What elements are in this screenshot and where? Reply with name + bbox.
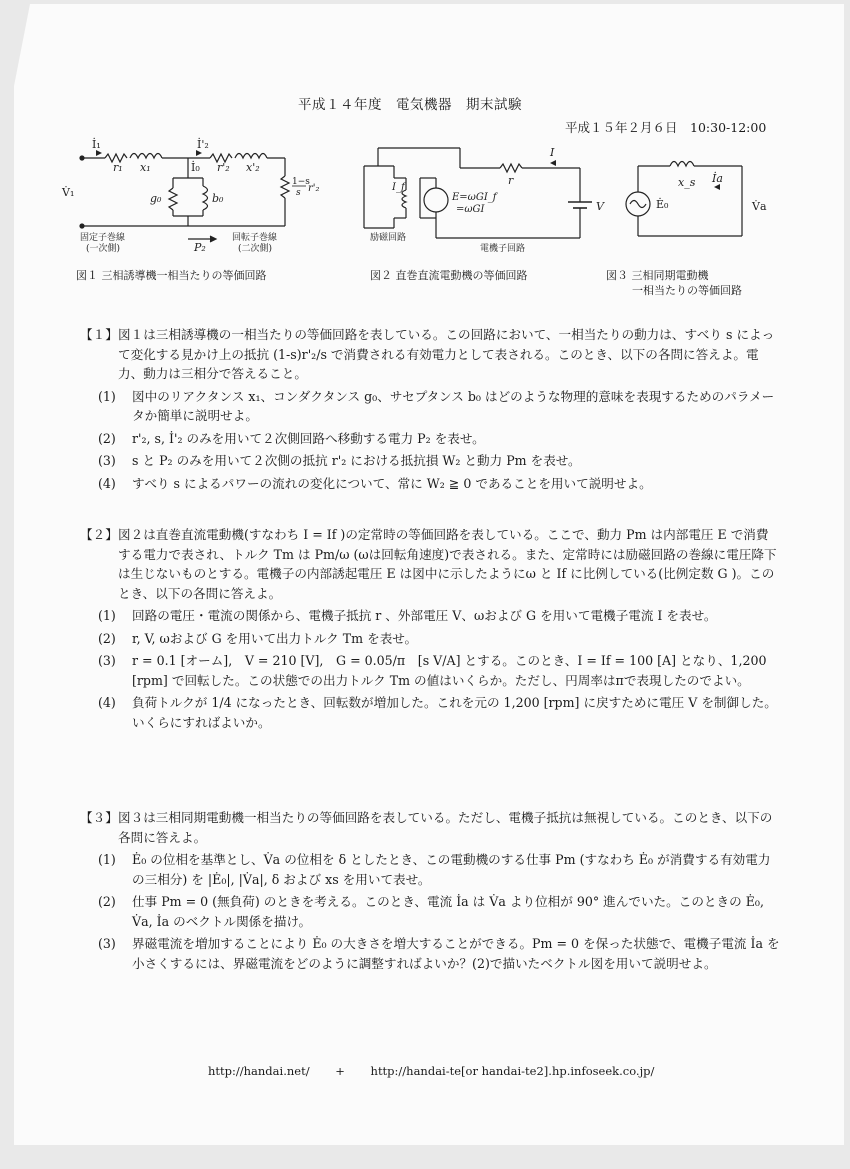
figure-2-caption: 図２ 直巻直流電動機の等価回路 (370, 269, 528, 282)
figure-3-caption-line2: 一相当たりの等価回路 (632, 284, 742, 297)
sub-number: (4) (98, 695, 116, 710)
sub-text: r = 0.1 [オーム], V = 210 [V], G = 0.05/π [s V/A] とする。このとき、I = If = 100 [A] となり、1,200 [rpm] で回転した。この状態での出力トルク Tm の値はいくらか。ただし、円周率はπで表現したのでよい。 (132, 653, 767, 688)
sub-number: (1) (98, 852, 116, 867)
sub-text: 負荷トルクが 1/4 になったとき、回転数が増加した。これを元の 1,200 [rpm] に戻すために電圧 V を制御した。いくらにすればよいか。 (132, 695, 777, 730)
fig1-label-stator: 固定子巻線 (80, 233, 126, 243)
sub-number: (2) (98, 630, 116, 646)
fig1-label-P2: P₂ (194, 241, 206, 254)
question-2-sub-2 (100, 629, 780, 649)
sub-text: s と P₂ のみを用いて２次側の抵抗 r'₂ における抵抗損 W₂ と動力 Pm を表せ。 (132, 453, 581, 468)
question-1-sub-2 (100, 429, 780, 449)
exam-date: 平成１５年２月６日 10:30-12:00 (565, 120, 767, 135)
sub-text: 回路の電圧・電流の関係から、電機子抵抗 r 、外部電圧 V、ωおよび G を用いて電機子電流 I を表せ。 (132, 608, 717, 623)
sub-number: (3) (98, 936, 116, 951)
sub-text: 仕事 Pm = 0 (無負荷) のときを考える。このとき、電流 İa は V̇a より位相が 90° 進んでいた。このときの Ė₀, V̇a, İa のベクトル関係を描け。 (132, 894, 764, 929)
fig1-label-x2: x'₂ (246, 161, 260, 174)
fig2-label-armature: 電機子回路 (480, 244, 526, 254)
figure-3-circuit (618, 150, 768, 250)
sub-text: すべり s によるパワーの流れの変化について、常に W₂ ≧ 0 であることを用いて説明せよ。 (132, 475, 652, 491)
sub-number: (3) (98, 653, 116, 668)
question-2-sub-3 (100, 651, 780, 690)
exam-title: 平成１４年度 電気機器 期末試験 (298, 97, 522, 113)
fig2-label-r: r (508, 174, 514, 187)
fig1-label-rotor-side: (二次側) (238, 244, 273, 254)
question-2-number: 【２】 (80, 527, 118, 542)
question-1 (80, 325, 780, 493)
sub-number: (2) (98, 430, 116, 446)
fig3-label-E0: Ė₀ (656, 198, 669, 211)
sub-number: (1) (98, 608, 116, 623)
footer-link-1[interactable]: http://handai.net/ (208, 1064, 310, 1078)
question-2-text: 図２は直巻直流電動機(すなわち I = If )の定常時の等価回路を表している。ここで、動力 Pm は内部電圧 E で消費する電力で表され、トルク Tm は Pm/ω (ωは回転角速度)で表される。また、定常時には励磁回路の巻線に電圧降下は生じないものとする。電機子の内部誘起電圧 E は図中に示したようにω と If に比例している(比例定数 G )。このとき、以下の各問に答えよ。 (118, 527, 777, 601)
sub-text: Ė₀ の位相を基準とし、V̇a の位相を δ としたとき、この電動機のする仕事 Pm (すなわち Ė₀ が消費する有効電力の三相分) を |Ė₀|, |V̇a|, δ および xs を用いて表せ。 (132, 852, 771, 887)
fig1-label-V1: V̇₁ (62, 186, 75, 199)
fig2-label-field: 励磁回路 (370, 233, 407, 243)
question-3 (80, 808, 780, 973)
figure-3-caption-line1: 図３ 三相同期電動機 (606, 269, 709, 282)
question-1-text: 図１は三相誘導機の一相当たりの等価回路を表している。この回路において、一相当たりの動力は、すべり s によって変化する見かけ上の抵抗 (1-s)r'₂/s で消費される有効電力として表される。このとき、以下の各問に答えよ。電力、動力は三相分で答えること。 (118, 327, 775, 381)
question-2-sub-4 (100, 693, 780, 732)
fig1-label-r1: r₁ (113, 161, 123, 174)
question-2-sub-1 (100, 606, 780, 626)
fig1-label-r2: r'₂ (217, 161, 230, 174)
fig1-label-I2: İ'₂ (197, 138, 209, 151)
figure-2-circuit (360, 138, 604, 256)
fig1-label-I0: İ₀ (191, 161, 200, 174)
fig1-label-load: 1−s (292, 177, 310, 187)
sub-text: r'₂, s, İ'₂ のみを用いて２次側回路へ移動する電力 P₂ を表せ。 (132, 430, 485, 446)
sub-number: (2) (98, 894, 116, 909)
fig1-label-load-s: s (296, 188, 301, 198)
footer (208, 1064, 676, 1078)
question-1-sub-1 (100, 387, 780, 426)
fig1-label-b0: b₀ (212, 192, 224, 205)
question-1-sub-4 (100, 474, 780, 494)
question-1-sub-3 (100, 451, 780, 471)
fig2-label-V: V (596, 200, 604, 213)
question-3-sub-3 (100, 934, 780, 973)
sub-text: 図中のリアクタンス x₁、コンダクタンス g₀、サセプタンス b₀ はどのような物理的意味を表現するためのパラメータか簡単に説明せよ。 (132, 388, 775, 423)
footer-plus: + (335, 1064, 345, 1078)
fig2-label-E2: =ωGI (456, 204, 485, 215)
question-3-sub-2 (100, 892, 780, 931)
sub-text: 界磁電流を増加することにより Ė₀ の大きさを増大することができる。Pm = 0 を保った状態で、電機子電流 İa を小さくするには、界磁電流をどのように調整すればよいか？(2)で描いたベクトル図を用いて説明せよ。 (132, 936, 780, 971)
fig1-label-g0: g₀ (150, 192, 162, 205)
figure-1-circuit (60, 138, 320, 258)
fig1-label-I1: İ₁ (92, 138, 101, 151)
footer-link-2[interactable]: http://handai-te[or handai-te2].hp.infoseek.co.jp/ (370, 1064, 655, 1078)
question-3-number: 【３】 (80, 810, 118, 825)
sub-text: r, V, ωおよび G を用いて出力トルク Tm を表せ。 (132, 630, 418, 646)
sub-number: (4) (98, 475, 116, 491)
question-2 (80, 525, 780, 732)
fig2-label-I: I (550, 146, 555, 159)
fig1-label-rotor: 回転子巻線 (232, 233, 278, 243)
sub-number: (1) (98, 388, 116, 404)
fig3-label-Ia: İa (712, 172, 723, 185)
question-3-text: 図３は三相同期電動機一相当たりの等価回路を表している。ただし、電機子抵抗は無視している。このとき、以下の各問に答えよ。 (118, 810, 773, 845)
fig1-label-stator-side: (一次側) (86, 244, 121, 254)
fig3-label-xs: x_s (678, 176, 696, 189)
fig1-label-load-r: r'₂ (308, 183, 320, 194)
page-fold (14, 4, 30, 86)
fig2-label-If: I_f (392, 182, 405, 193)
fig2-label-E1: E=ωGI_f (452, 192, 497, 203)
figure-1-caption: 図１ 三相誘導機一相当たりの等価回路 (76, 269, 267, 282)
figure-3-caption (606, 268, 742, 298)
fig1-label-x1: x₁ (140, 161, 151, 174)
question-1-number: 【１】 (80, 327, 118, 342)
sub-number: (3) (98, 453, 116, 468)
fig3-label-Va: V̇a (752, 200, 767, 213)
question-3-sub-1 (100, 850, 780, 889)
